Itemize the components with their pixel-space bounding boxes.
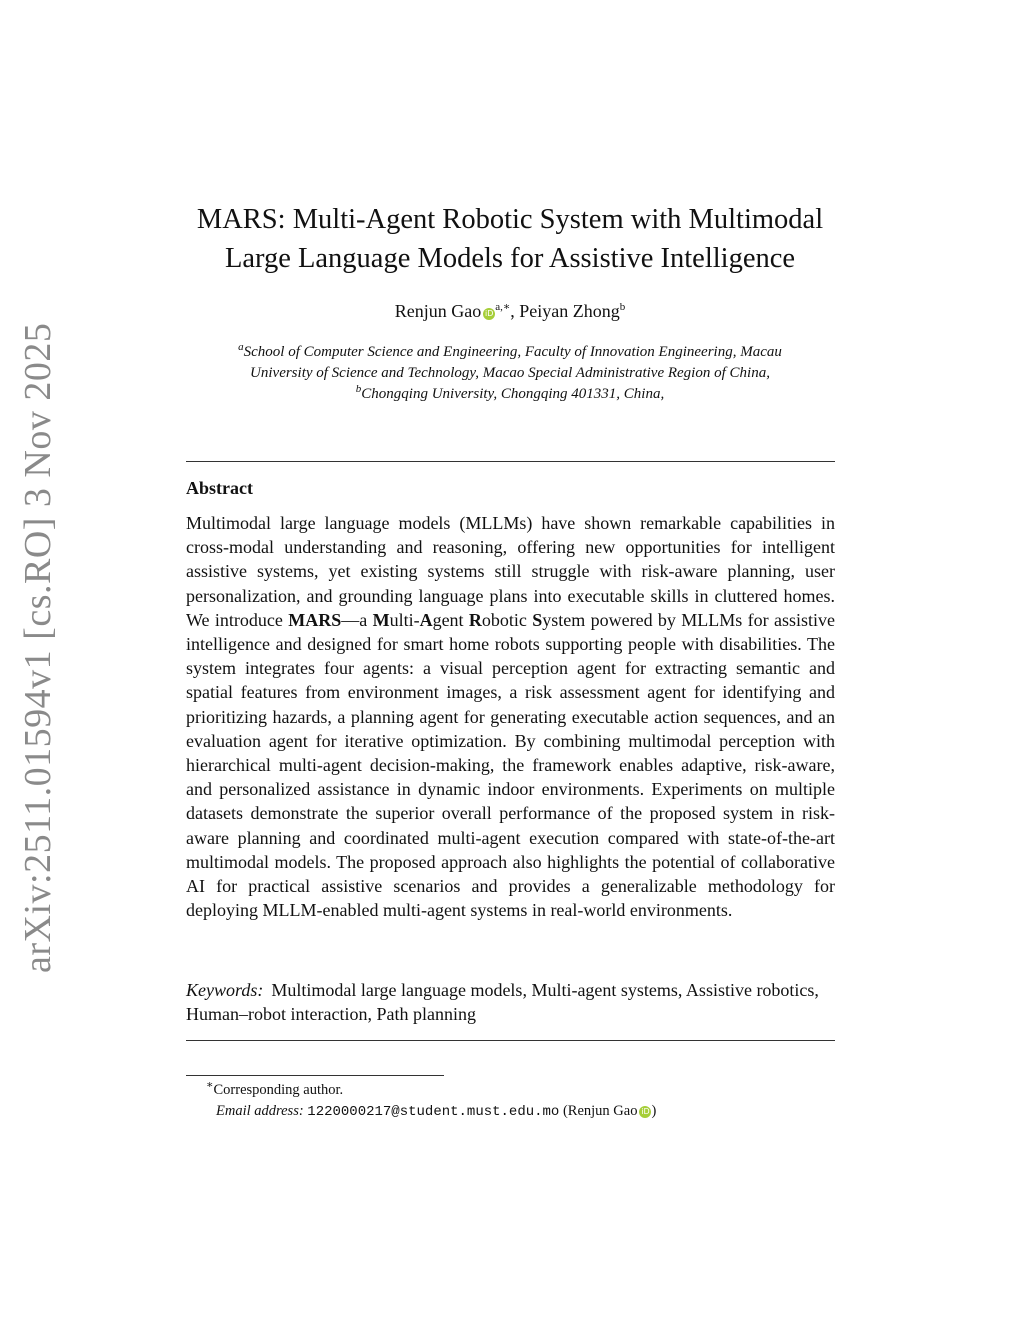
email-link[interactable]: 1220000217@student.must.edu.mo <box>307 1104 560 1120</box>
email-label: Email address: <box>216 1103 304 1119</box>
arxiv-identifier: arXiv:2511.01594v1 [cs.RO] 3 Nov 2025 <box>17 322 59 973</box>
footnote-rule <box>186 1075 444 1076</box>
corresponding-author-note: Corresponding author. <box>213 1082 344 1098</box>
title-line-1: MARS: Multi-Agent Robotic System with Multimodal <box>196 204 824 235</box>
author-1-sup: a,∗ <box>495 301 511 313</box>
affil-a-mark: a <box>238 341 244 353</box>
abstract-heading: Abstract <box>186 478 253 498</box>
affil-a-line1: School of Computer Science and Engineering, Faculty of Innovation Engineering, Macau <box>243 344 782 360</box>
abstract-text: Multimodal large language models (MLLMs) have shown remarkable capabilities in cross-modal understanding and reasoning, offering new opportunities for intelligent assistive systems, yet existing systems still struggle with risk-aware planning, user personalization, and grounding language plans into executable skills in cluttered homes. We introduce MARS—a Multi-Agent Robotic System powered by MLLMs for assistive intelligence and designed for smart home robots supporting people with disabilities. The system integrates four agents: a visual perception agent for extracting semantic and spatial features from environment images, a risk assessment agent for identifying and prioritizing hazards, a planning agent for generating executable action sequences, and an evaluation agent for iterative optimization. By combining multimodal perception with hierarchical multi-agent decision-making, the framework enables adaptive, risk-aware, and personalized assistance in dynamic indoor environments. Experiments on multiple datasets demonstrate the superior overall performance of the proposed system in risk-aware planning and coordinated multi-agent execution compared with state-of-the-art multimodal models. The proposed approach also highlights the potential of collaborative AI for practical assistive scenarios and provides a generalizable methodology for deploying MLLM-enabled multi-agent systems in real-world environments. <box>186 513 835 921</box>
keywords-list: Multimodal large language models, Multi-agent systems, Assistive robotics, Human–robot interaction, Path planning <box>186 980 819 1025</box>
email-owner: (Renjun Gao <box>562 1103 638 1119</box>
keywords-label: Keywords: <box>186 980 264 1000</box>
author-list: Renjun Gao $iD^{a,∗}$, Peiyan Zhong$^b$ <box>394 301 626 321</box>
affil-b-mark: b <box>355 383 362 395</box>
author-2-sup: b <box>619 301 626 313</box>
abstract-bottom-rule <box>186 1040 835 1041</box>
paper-title <box>150 200 870 278</box>
orcid-icon[interactable]: iD <box>484 309 494 318</box>
affiliations <box>150 342 870 405</box>
keywords <box>186 978 835 1026</box>
mars-acronym: MARS <box>288 609 342 630</box>
affil-a-line2: University of Science and Technology, Macao Special Administrative Region of China, <box>250 365 770 381</box>
author-1-name: Renjun Gao <box>394 301 482 321</box>
orcid-icon-footnote[interactable]: iD <box>641 1107 650 1116</box>
author-2-name: Peiyan Zhong <box>519 301 620 321</box>
affil-b-line: Chongqing University, Chongqing 401331, China, <box>361 386 665 402</box>
title-line-2: Large Language Models for Assistive Intelligence <box>224 243 796 274</box>
abstract-top-rule <box>186 461 835 462</box>
footnote: ∗Corresponding author. Email address: 1220000217@student.must.edu.mo (Renjun Gao iD ) <box>206 1079 657 1120</box>
footnote-mark: ∗ <box>206 1079 214 1092</box>
